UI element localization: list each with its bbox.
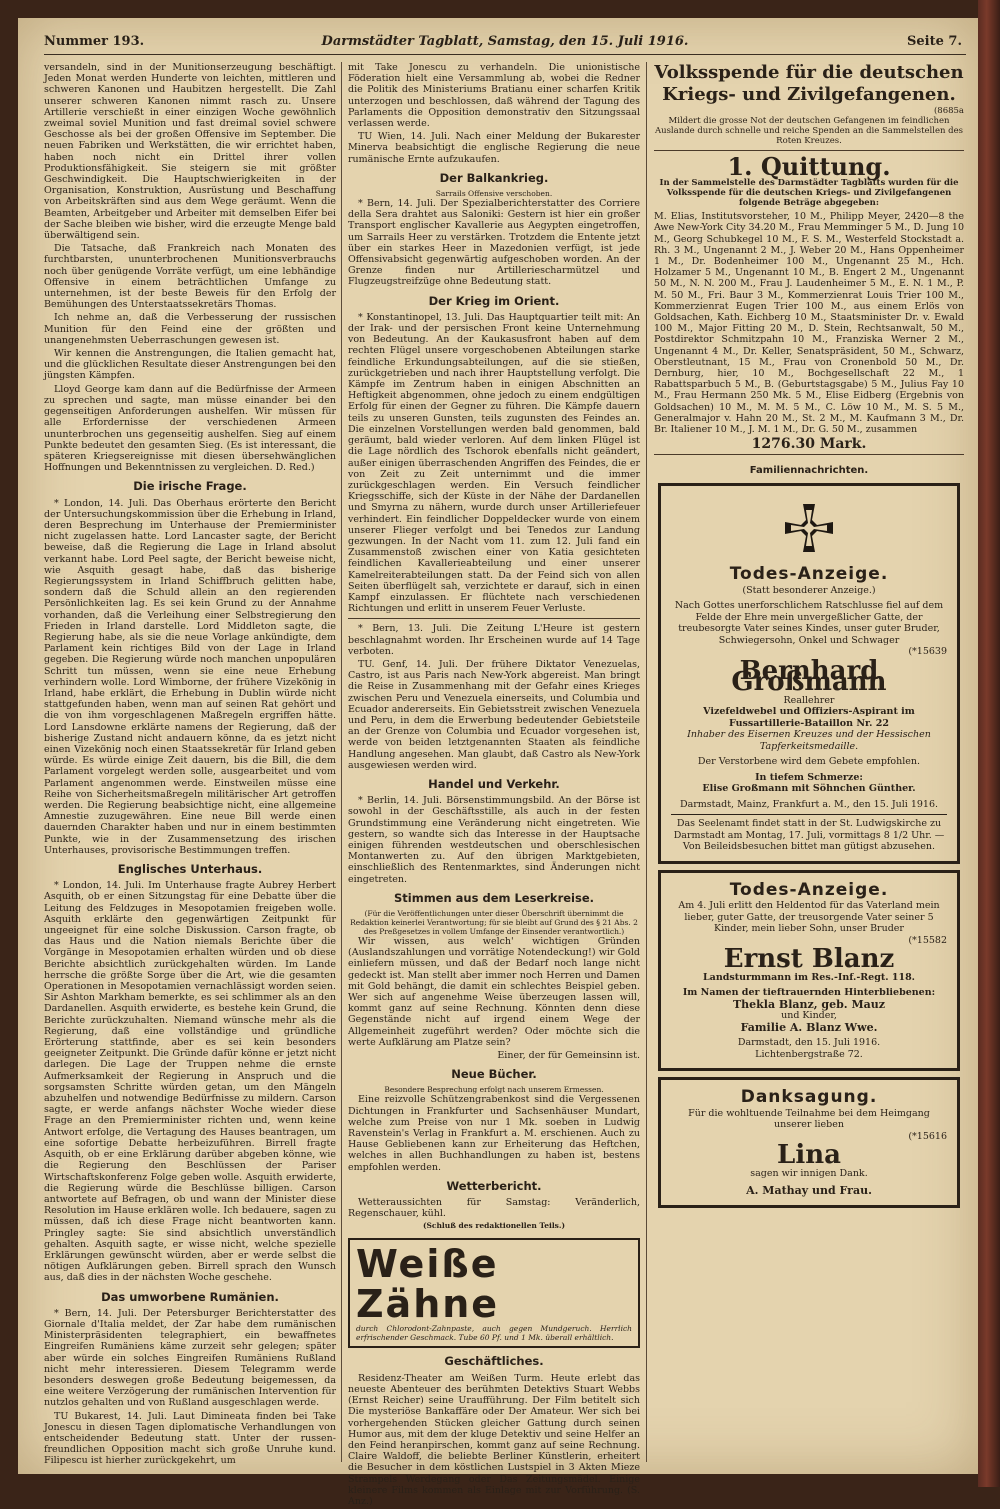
- notice-place-date: Darmstadt, Mainz, Frankfurt a. M., den 15. Juli 1916.: [679, 798, 939, 810]
- letter-signature: Einer, der für Gemeinsinn ist.: [497, 1050, 640, 1062]
- issue-number: Nummer 193.: [44, 34, 145, 49]
- ad-text: durch Chlorodont-Zahnpaste, auch gegen Mundgeruch. Herrlich erfrischender Geschmack. Tube 60 Pf. und 1 Mk. überall erhältlich.: [356, 1324, 632, 1343]
- article-text: Die Tatsache, daß Frankreich nach Monaten des furchtbarsten, ununterbrochenen Munitionsverbrauchs noch über genügende Vorräte verfügt, um eine lebhändige Offensive in einem beträchtlichen Umfange zu unternehmen, ist der beste Beweis für den Erfolg der Bemühungen des Unterstaatssekretärs Thomas.: [44, 243, 336, 311]
- article-text: Wir kennen die Anstrengungen, die Italien gemacht hat, und die glücklichen Resultate dieser Anstrengungen bei den jüngsten Kämpfen.: [44, 348, 336, 382]
- notice-title: Todes-Anzeige.: [729, 879, 889, 900]
- end-editorial: (Schluß des redaktionellen Teils.): [422, 1221, 566, 1231]
- article-text: Lloyd George kam dann auf die Bedürfnisse der Armeen zu sprechen und sagte, man müsse einander bei den gegenseitigen Anforderungen aushelfen. Wir müssen für alle Erfordernisse der verschiedenen Armeen ununterbrochen uns gegenseitig aushelfen. Sieg auf einem Punkte bedeutet den gesamten Sieg. (Es ist interessant, die späteren Kriegsereignisse mit diesen übersehwänglichen Hoffnungen und Bekenntnissen zu vergleichen. D. Red.): [44, 383, 336, 474]
- notice-grief: In tiefem Schmerze:: [755, 771, 863, 783]
- headline-business: Geschäftliches.: [444, 1354, 544, 1369]
- receipt-total: 1276.30 Mark.: [751, 436, 867, 453]
- headline-balkan-war: Der Balkankrieg.: [439, 170, 549, 185]
- divider: [348, 618, 640, 619]
- article-text: TU. Genf, 14. Juli. Der frühere Diktator Venezuelas, Castro, ist aus Paris nach New-York abgereist. Man bringt die Reise in Zusammenhang mit der Gefahr eines Krieges zwischen Peru und Venezuela einerseits, und Columbia und Ecuador andererseits. Ein Gebietsstreit zwischen Venezuela und Peru, in dem die Erwerbung bedeutender Gebietsteile an der Grenze von Columbia und Ecuador vorgesehen ist, werde von beiden letztgenannten Staaten als feindliche Handlung angesehen. Man glaubt, daß Castro als New-York ausgewiesen werden wird.: [348, 658, 640, 771]
- page-number: Seite 7.: [907, 34, 962, 49]
- notice-family: Familie A. Blanz Wwe.: [740, 1020, 878, 1034]
- notice-title: Todes-Anzeige.: [729, 564, 889, 585]
- article-text: TU Bukarest, 14. Juli. Laut Dimineata finden bei Take Jonescu in diesen Tagen diplomatische Verhandlungen von entscheidender Bedeutung statt. Unter der russen-freundlichen Opposition macht sich große Unruhe kund. Filipescu ist hierher zurückgekehrt, um: [44, 1410, 336, 1467]
- deceased-name: Lina: [777, 1140, 841, 1171]
- donor-list: M. Elias, Institutsvorsteher, 10 M., Philipp Meyer, 2420—8 the Awe New-York City 34.20 M., Frau Memminger 5 M., D. Jung 10 M., Georg Schubkegel 10 M., F. S. M., Westerfeld Stockstadt a. Rh. 3 M., Ungenannt 2 M., J. Weber 20 M., Hans Oppenheimer 1 M., Dr. Bodenheimer 100 M., Ungenannt 25 M., Hch. Holzamer 5 M., Ungenannt 10 M., B. Engert 2 M., Ungenannt 50 M., N. N. 200 M., Frau J. Laudenheimer 5 M., E. N. 1 M., P. M. 50 M., Fri. Baur 3 M., Kommerzienrat Louis Trier 100 M., Kommerzienrat Eugen Trier 100 M., aus einem Erlös von Goldsachen, Kath. Eichberg 10 M., Staatsminister Dr. v. Ewald 100 M., Major Fitting 20 M., D. Stein, Rechtsanwalt, 50 M., Postdirektor Schmitzpahn 10 M., Franziska Werner 2 M., Ungenannt 4 M., Dr. Keller, Senatspräsident, 50 M., Schwarz, Oberstleutnant, 15 M., Frau von Cronenbold 50 M., Dr. Dernburg, hier, 10 M., Bochgesellschaft 22 M., 1 Rabattsparbuch 5 M., B. (Geburtstagsgabe) 5 M., Julius Fay 10 M., Frau Hermann 250 Mk. 5 M., Elise Eidberg (Ergebnis von Goldsachen) 10 M., M. M. 5 M., C. Löw 10 M., M. S. 5 M., Generalmajor v. Hahn 20 M., St. 2 M., M. Kaufmann 3 M., Dr. Br. Italiener 10 M., J. M. 1 M., Dr. G. 50 M., zusammen: [654, 211, 964, 436]
- notice-mass: Das Seelenamt findet statt in der St. Ludwigskirche zu Darmstadt am Montag, 17. Juli, vormittags 8 1/2 Uhr. — Von Beileidsbesuchen bittet man gütigst abzusehen.: [671, 814, 947, 853]
- notice-family: und Kinder,: [781, 1010, 837, 1022]
- newspaper-title: Darmstädter Tagblatt, Samstag, den 15. Juli 1916.: [321, 34, 689, 49]
- thank-you-notice: [658, 1077, 960, 1208]
- notice-signature: A. Mathay und Frau.: [746, 1184, 872, 1198]
- article-text: * London, 14. Juli. Das Oberhaus erörterte den Bericht der Untersuchungskommission über die Erhebung in Irland, deren Besprechung im Unterhause der Premierminister nicht zugelassen hatte. Lord Lancaster sagte, der Bericht beweise, daß die Regierung die Lage in Irland absolut verkannt habe. Lord Peel sagte, der Bericht beweise nicht, wie Asquith gesagt habe, daß das bisherige Regierungssystem in Irland Schiffbruch gelitten habe, sondern daß die Schuld allein an den regierenden Persönlichkeiten lag. Es sei kein Grund zu der Annahme vorhanden, daß die Verleihung einer Selbstregierung den Frieden in Irland darstelle. Lord Middleton sagte, die Regierung habe, als sie die neue Vorlage ankündigte, dem Parlament kein richtiges Bild von der Lage in Irland gegeben. Die Regierung würde noch manchen unpopulären Schritt tun müssen, wenn sie eine neue Erhebung verhindern wolle. Lord Wimborne, der frühere Vizekönig in Irland, habe erklärt, die Erhebung in Dublin würde nicht stattgefunden haben, wenn man auf seinen Rat gehört und die von ihm vorgeschlagenen Maßregeln ergriffen hätte. Lord Lansdowne erklärte namens der Regierung, daß der bisherige Zustand nicht andauern könne, da es jetzt nicht einen Vizekönig noch einen Staatssekretär für Irland geben würde. Es würde einige Zeit dauern, bis die Bill, die dem Parlament vorgelegt werden solle, ausgearbeitet und vom Parlament angenommen werde. Einstweilen müsse eine Reihe von Sicherheitsmaßregeln militärischer Art getroffen werden. Die Regierung beabsichtige nicht, eine allgemeine Amnestie zuzugewähren. Eine neue Bill werde einen dauernden Charakter haben und nur in einem bestimmten Punkte, wie in der Zusammensetzung des irischen Unterhauses, provisorische Bestimmungen treffen.: [44, 497, 336, 856]
- ad-code: (8685a: [933, 106, 964, 116]
- headline-readers-voices: Stimmen aus dem Leserkreise.: [393, 890, 594, 905]
- receipt-title: 1. Quittung.: [727, 152, 891, 181]
- notice-family: Thekla Blanz, geb. Mauz: [732, 997, 886, 1011]
- article-text: * London, 14. Juli. Im Unterhause fragte Aubrey Herbert Asquith, ob er einen Sitzungstag für eine Debatte über die Leitung des Feldzuges in Mesopotamien freigeben wolle. Asquith erklärte den gegenwärtigen Zeitpunkt für ungeeignet für eine solche Diskussion. Carson fragte, ob das Haus und die Nation niemals Berichte über die Vorgänge in Mesopotamien erhalten würden und ob diese Berichte absichtlich zurückgehalten würden. Im Lande herrsche die größte Sorge über die Art, wie die gesamten Operationen in Mesopotamien vernachlässigt worden seien. Sir Ashton Markham bemerkte, es sei schlimmer als an den Dardanellen. Asquith erwiderte, es bestehe kein Grund, die Berichte zurückzuhalten. Niemand wünsche mehr als die Regierung, daß eine vollständige und gründliche Erörterung stattfinde, aber es sei kein besonders geeigneter Zeitpunkt. Die Gründe dafür könne er jetzt nicht darlegen. Die Lage der Truppen nehme die ernste Aufmerksamkeit der Regierung in Anspruch und die sorgsamsten Schritte würden getan, um den Mängeln abzuhelfen und notwendige Bedürfnisse zu mildern. Carson sagte, er werde anfangs nächster Woche wieder diese Frage an den Premierminister richten und, wenn keine Antwort erfolge, die Vertagung des Hauses beantragen, um eine sofortige Debatte herbeizuführen. Birrell fragte Asquith, ob er eine Erklärung darüber abgeben könne, wie die Regierung den Beschlüssen der Pariser Wirtschaftskonferenz Folge geben wolle. Asquith erwiderte, die Regierung würde die Beschlüsse billigen. Carson antwortete auf Befragen, ob und wann der Minister diese Resolution im Hause erklären wolle. Ich bedauere, sagen zu müssen, daß ich diese Frage nicht beantworten kann. Pringley sagte: Sie sind absichtlich unverständlich gehalten. Asquith sagte, er wisse nicht, welche spezielle Erklärungen gewünscht würden, aber er werde selbst die nötigen Aufklärungen geben. Birrell sprach den Wunsch aus, daß dies in der nächsten Woche geschehe.: [44, 880, 336, 1284]
- column-1: [44, 62, 336, 1469]
- notice-prayer: Der Verstorbene wird dem Gebete empfohlen.: [697, 756, 921, 768]
- headline-irish-question: Die irische Frage.: [133, 479, 247, 494]
- notice-text: Für die wohltuende Teilnahme bei dem Heimgang unserer lieben: [688, 1107, 930, 1131]
- deceased-name: Ernst Blanz: [723, 944, 895, 975]
- notice-address: Lichtenbergstraße 72.: [755, 1048, 863, 1060]
- book-binding-edge: [978, 0, 1000, 1487]
- subheadline: Sarrails Offensive verschoben.: [435, 189, 553, 199]
- notice-family: Elise Großmann mit Söhnchen Günther.: [702, 783, 916, 795]
- article-text: versandeln, sind in der Munitionserzeugung beschäftigt. Jeden Monat werden Hunderte von leichten, mittleren und schweren Kanonen und Haubitzen hergestellt. Die Zahl unserer schweren Kanonen nimmt rasch zu. Unsere Artillerie verschießt in einer einzigen Woche gewöhnlich zweimal soviel Munition und fast dreimal soviel schwere Geschosse als bei der großen Offensive im September. Die neuen Fabriken und Werkstätten, die wir errichtet haben, haben noch nicht ein Drittel ihrer vollen Produktionsfähigkeit. Sie steigern sie mit größter Geschwindigkeit. Die Hauptschwierigkeiten in der Organisation, Konstruktion, Ausrüstung und Beschaffung von Arbeitskräften sind aus dem Wege geräumt. Wenn die Beamten, Arbeitgeber und Arbeiter mit demselben Eifer bei der Sache bleiben wie bisher, wird die erzeugte Menge bald überwältigend sein.: [44, 62, 336, 242]
- column-2: [348, 62, 640, 1509]
- notice-text: Am 4. Juli erlitt den Heldentod für das Vaterland mein lieber, guter Gatte, der treusorgende Vater seiner 5 Kinder, mein lieber Sohn, unser Bruder: [678, 900, 940, 935]
- article-text: * Bern, 14. Juli. Der Petersburger Berichterstatter des Giornale d'Italia meldet, der Zar habe dem rumänischen Ministerpräsidenten telegraphiert, ein bewaffnetes Eingreifen Rumäniens käme zurzeit sehr gelegen; später aber würde ein solches Eingreifen Rumäniens Rußland nicht mehr interessieren. Diesem Telegramm werde besonders deswegen große Bedeutung beigemessen, da eine weitere Verzögerung der rumänischen Intervention für nutzlos gehalten und von Rußland ausgeschlagen werde.: [44, 1307, 336, 1409]
- charity-title: Volksspende für die deutschen Kriegs- und Zivilgefangenen.: [654, 62, 964, 105]
- ad-headline: Weiße Zähne: [356, 1242, 500, 1327]
- headline-weather: Wetterbericht.: [446, 1178, 542, 1193]
- death-notice-blanz: [658, 870, 960, 1072]
- article-text: * Konstantinopel, 13. Juli. Das Hauptquartier teilt mit: An der Irak- und der persischen Front keine Unternehmung von Bedeutung. An der Kaukasusfront haben auf dem rechten Flügel unsere vorgeschobenen Abteilungen starke feindliche Erkundungsabteilungen, auf die sie stießen, zurückgetrieben und nach ihrer Hauptstellung verfolgt. Die Kämpfe im Zentrum haben in einigen Abschnitten an Heftigkeit abgenommen, ohne jedoch zu einem endgültigen Erfolg für einen der Gegner zu führen. Die Kämpfe dauern teils zu unseren Gunsten, teils zugunsten des Feindes an. Die einzelnen Vorstellungen werden bald genommen, bald geräumt, bald wieder verloren. Auf dem linken Flügel ist die Lage nördlich des Tschorok ebenfalls nicht geändert, außer einigen überraschenden Angriffen des Feindes, die er von Zeit zu Zeit unternimmt und die immer zurückgeschlagen werden. Ein Versuch feindlicher Kriegsschiffe, sich der Küste in der Nähe der Dardanellen und Smyrna zu nähern, wurde durch unser Artilleriefeuer verhindert. Ein feindlicher Doppeldecker wurde von einem unserer Flieger verfolgt und bei Tenedos zur Landung gezwungen. In der Nacht vom 11. zum 12. Juli fand ein Zusammenstoß zwischen einer von Katia gesichteten feindlichen Kavallerieabteilung und einer unserer Kamelreiterabteilungen statt. Da der Feind sich von allen Seiten überflügelt sah, verzichtete er darauf, sich in einen Kampf einzulassen. Er flüchtete nach verschiedenen Richtungen und erlitt in unserem Feuer Verluste.: [348, 311, 640, 615]
- headline-war-orient: Der Krieg im Orient.: [428, 293, 560, 308]
- notice-subtitle: (Statt besonderer Anzeige.): [742, 584, 876, 596]
- deceased-honors: Inhaber des Eisernen Kreuzes und der Hessischen Tapferkeitsmedaille.: [687, 729, 931, 752]
- article-text: Eine reizvolle Schützengrabenkost sind die Vergessenen Dichtungen in Frankfurter und Sachsenhäuser Mundart, welche zum Preise von nur 1 Mk. soeben in Ludwig Ravenstein's Verlag in Frankfurt a. M. erschienen. Auch zu Hause Gebliebenen kann zur Erheiterung das Heftchen, welches in allen Buchhandlungen zu haben ist, bestens empfohlen werden.: [348, 1094, 640, 1173]
- headline-trade: Handel und Verkehr.: [428, 776, 560, 791]
- article-text: mit Take Jonescu zu verhandeln. Die unionistische Föderation hielt eine Versammlung ab, wobei die Redner die Politik des Ministeriums Bratianu einer scharfen Kritik unterzogen und beschlossen, daß während der Tagung des Parlaments die Opposition demonstrativ den Sitzungssaal verlassen werde.: [348, 62, 640, 130]
- headline-new-books: Neue Bücher.: [451, 1067, 537, 1082]
- divider: [654, 454, 964, 455]
- notice-title: Danksagung.: [740, 1087, 878, 1108]
- notice-code: (*15616: [908, 1130, 947, 1142]
- article-text: Ich nehme an, daß die Verbesserung der russischen Munition für den Feind eine der größten und unangenehmsten Ueberraschungen gewesen ist.: [44, 312, 336, 346]
- divider: [654, 150, 964, 151]
- article-text: Wetteraussichten für Samstag: Veränderlich, Regenschauer, kühl.: [348, 1197, 640, 1220]
- deceased-profession: Reallehrer: [783, 694, 835, 706]
- notice-text: Nach Gottes unerforschlichem Ratschlusse fiel auf dem Felde der Ehre mein unvergeßlicher Gatte, der treubesorgte Vater seines Kindes, unser guter Bruder, Schwiegersohn, Onkel und Schwager: [674, 600, 944, 646]
- family-notices-heading: Familiennachrichten.: [749, 465, 869, 477]
- masthead: [44, 30, 966, 55]
- column-rule: [341, 62, 342, 1462]
- notice-code: (*15639: [908, 646, 947, 658]
- deceased-name: Bernhard Großmann: [731, 655, 887, 698]
- headline-house-of-commons: Englisches Unterhaus.: [117, 862, 263, 877]
- death-notice-grossmann: [658, 483, 960, 864]
- article-text: Wir wissen, aus welch' wichtigen Gründen (Auslandszahlungen und vorrätige Notendeckung!) wir Gold einliefern müssen, und daß der Bedarf noch lange nicht gedeckt ist. Man stellt aber immer noch Herren und Damen mit Gold behängt, die damit ein schlechtes Beispiel geben. Wer sich auf angenehme Weise überzeugen lassen will, kommt ganz auf seine Rechnung. Könnten denn diese Gegenstände nicht auf irgend einem Wege der Allgemeinheit zugeführt werden? Oder möchte sich die werte Aufklärung am Platze sein?: [348, 936, 640, 1048]
- receipt-subtitle: In der Sammelstelle des Darmstädter Tagblatts wurden für die Volksspende für die deutschen Kriegs- und Zivilgefangenen folgende Beträge abgegeben:: [659, 178, 959, 209]
- article-text: * Bern, 13. Juli. Die Zeitung L'Heure ist gestern beschlagnahmt worden. Ihr Erscheinen wurde auf 14 Tage verboten.: [348, 623, 640, 657]
- notice-place-date: Darmstadt, den 15. Juli 1916.: [737, 1037, 881, 1049]
- deceased-rank: Landsturmmann im Res.-Inf.-Regt. 118.: [703, 971, 915, 983]
- column-rule: [646, 62, 647, 1462]
- editorial-note: (Für die Veröffentlichungen unter dieser Überschrift übernimmt die Redaktion keinerlei Verantwortung; für sie bleibt auf Grund des § 21 Abs. 2 des Preßgesetzes in vollem Umfange der Einsender verantwortlich.): [350, 909, 638, 937]
- newspaper-page: [18, 18, 978, 1507]
- article-text: * Bern, 14. Juli. Der Spezialberichterstatter des Corriere della Sera drahtet aus Saloniki: Gestern ist hier ein großer Transport englischer Kavallerie aus Aegypten eingetroffen, um Sarrails Heer zu verstärken. Trotzdem die Entente jetzt über ein starkes Heer in Mazedonien verfügt, ist jede Offensivabsicht gegenwärtig aufgeschoben worden. An der Grenze finden nur Artilleriescharmützel und Flugzeugstreifzüge ohne Bedeutung statt.: [348, 198, 640, 288]
- article-text: Residenz-Theater am Weißen Turm. Heute erlebt das neueste Abenteuer des berühmten Detektivs Stuart Webbs (Ernst Reicher) seine Uraufführung. Der Film betitelt sich Die mysteriöse Bankaffäre oder Der Amateur. Wer sich bei vorhergehenden Stücken gleicher Gattung durch seinen Humor aus, mit dem der kluge Detektiv und seine Helfer an den Feind heranpirschen, kommt ganz auf seine Rechnung. Claire Waldoff, die beliebte Berliner Künstlerin, erheitert die Besucher in dem köstlichen Lustspiel in 3 Akten Mieze Strampels Werdegang oder Das Zeitungsmädel. Einige kleinere Films kommen als Einlage mit zur Vorführung. (S. Anz.): [348, 1372, 640, 1507]
- notice-grief: Im Namen der tieftrauernden Hinterbliebenen:: [682, 987, 936, 999]
- subheadline: Besondere Besprechung erfolgt nach unserem Ermessen.: [384, 1085, 604, 1095]
- deceased-rank: Vizefeldwebel und Offiziers-Aspirant im Fussartillerie-Bataillon Nr. 22: [703, 706, 915, 729]
- iron-cross-icon: [781, 500, 837, 556]
- column-3: [654, 62, 964, 1214]
- notice-thanks: sagen wir innigen Dank.: [750, 1167, 868, 1179]
- headline-romania: Das umworbene Rumänien.: [101, 1289, 279, 1304]
- article-text: TU Wien, 14. Juli. Nach einer Meldung der Bukarester Minerva beabsichtigt die englische Regierung die neue rumänische Ernte aufzukaufen.: [348, 131, 640, 165]
- toothpaste-ad: [348, 1238, 640, 1348]
- article-text: * Berlin, 14. Juli. Börsenstimmungsbild. An der Börse ist sowohl in der Geschäftsstille, als auch in der festen Grundstimmung eine Veränderung nicht eingetreten. Wie gestern, so wandte sich das Interesse in der Hauptsache einigen führenden westdeutschen und oberschlesischen Montanwerten zu. Auf den übrigen Marktgebieten, einschließlich des Rentenmarktes, sind Änderungen nicht eingetreten.: [348, 795, 640, 885]
- charity-subtitle: Mildert die grosse Not der deutschen Gefangenen im feindlichen Auslande durch schnelle und reiche Spenden an die Sammelstellen des Roten Kreuzes.: [654, 116, 964, 146]
- notice-code: (*15582: [908, 934, 947, 946]
